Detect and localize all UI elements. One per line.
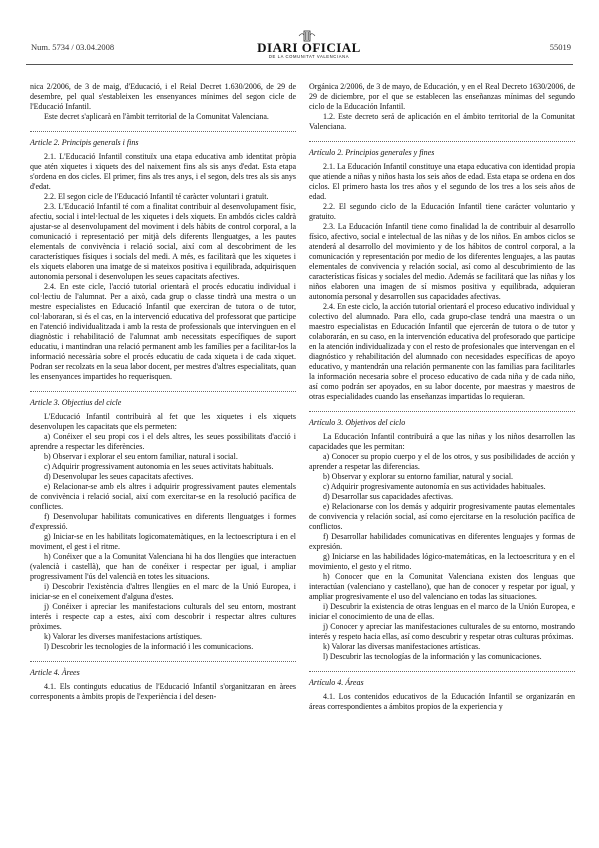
column-valencian — [30, 82, 296, 702]
objective-item: h) Conéixer que a la Comunitat Valenciana hi ha dos llengües que interactuen (valencià i castellà), que han de conéixer i respectar per igual, i ampliar progressivament l'ús del valencià en totes les situacions. — [30, 552, 296, 581]
objective-item: d) Desarrollar sus capacidades afectivas. — [323, 492, 453, 501]
intro-paragraph: Orgánica 2/2006, de 3 de mayo, de Educación, y en el Real Decreto 1630/2006, de 29 de diciembre, por el que se establecen las enseñanzas mínimas del segundo ciclo de la Educación Infantil. — [309, 82, 575, 111]
objective-item: l) Descobrir les tecnologies de la informació i les comunicacions. — [44, 642, 254, 651]
gazette-title: DIARI OFICIAL — [257, 40, 361, 55]
article-heading: Article 2. Principis generals i fins — [30, 131, 296, 148]
article-paragraph: 2.1. L'Educació Infantil constituïx una etapa educativa amb identitat pròpia que atén xiquetes i xiquets des del naixement fins als sis anys d'edat. Esta etapa s'ordena en dos cicles. El primer, fins als tres anys, i el segon, dels tres als sis anys d'edat. — [30, 152, 296, 191]
article-intro: La Educación Infantil contribuirá a que las niñas y los niños desarrollen las capacidades que les permitan: — [309, 432, 575, 451]
page-header — [26, 30, 573, 64]
article-paragraph: 2.2. El segundo ciclo de la Educación Infantil tiene carácter voluntario y gratuito. — [309, 202, 575, 221]
objective-item: c) Adquirir progresivamente autonomía en sus actividades habituales. — [323, 482, 546, 491]
page-number: 55019 — [549, 42, 571, 52]
article-paragraph: 4.1. Els continguts educatius de l'Educació Infantil s'organitzaran en àrees corresponents a àmbits propis de l'experiència i del desen- — [30, 682, 296, 701]
article-paragraph: 4.1. Los contenidos educativos de la Educación Infantil se organizarán en áreas correspondientes a ámbitos propios de la experiencia y — [309, 692, 575, 711]
objective-item: c) Adquirir progressivament autonomia en les seues activitats habituals. — [44, 462, 274, 471]
article-heading: Article 3. Objectius del cicle — [30, 391, 296, 408]
objective-item: f) Desenvolupar habilitats comunicatives en diferents llenguatges i formes d'expressió. — [30, 512, 296, 531]
article-paragraph: 2.4. En este ciclo, la acción tutorial orientará el proceso educativo individual y colectivo del alumnado. Para ello, cada grupo-clase tendrá una maestra o un maestro especialistas en Educación Infantil que ejercerán de tutora o de tutor y colaborarán, en su caso, en la intervención educativa del profesorado que participe en la atención individualizada y con el resto de profesionales que intervengan en el diagnóstico y rehabilitación del alumnado con necesidades específicas de apoyo educativo, y mantendrán una relación permanente con las familias para facilitarles la información necesaria sobre el proceso educativo de cada niña y de cada niño, así como podrán ser apoyados, en su labor docente, por maestras y maestros de otras especialidades cuando las enseñanzas impartidas lo requieran. — [309, 302, 575, 401]
objective-item: i) Descobrir l'existència d'altres llengües en el marc de la Unió Europea, i iniciar-se en el coneixement d'alguna d'estes. — [30, 582, 296, 601]
intro-paragraph: Este decret s'aplicarà en l'àmbit territorial de la Comunitat Valenciana. — [44, 112, 269, 121]
article-paragraph: 2.3. L'Educació Infantil té com a finalitat contribuir al desenvolupament físic, afectiu, social i intel·lectual de les xiquetes i dels xiquets. En ambdós cicles caldrà ajustar-se al desenvolupament del moviment i dels hàbits de control corporal, a la comunicació i representació per mitjà dels diferents llenguatges, a les pautes elementals de convivència i relació social, així com al descobriment de les característiques físiques i socials del medi. A més, es facilitarà que les xiquetes i els xiquets elaboren una imatge de si mateixos positiva i equilibrada, adquirisquen autonomia personal i desenvolupen les seues capacitats afectives. — [30, 202, 296, 281]
article-paragraph: 2.3. La Educación Infantil tiene como finalidad la de contribuir al desarrollo físico, afectivo, social e intelectual de las niñas y de los niños. En ambos ciclos se atenderá al desarrollo del movimiento y de los hábitos de control corporal, a la comunicación y representación por medio de los diferentes lenguajes, a las pautas elementales de convivencia y relación social, así como al descubrimiento de las características físicas y sociales del medio. Además se facilitará que las niñas y los niños elaboren una imagen de sí mismos positiva y equilibrada, adquieran autonomía personal y desarrollen sus capacidades afectivas. — [309, 222, 575, 301]
intro-paragraph: 1.2. Este decreto será de aplicación en el ámbito territorial de la Comunitat Valenciana. — [309, 112, 575, 131]
objective-item: l) Descubrir las tecnologías de la información y las comunicaciones. — [323, 652, 542, 661]
objective-item: i) Descubrir la existencia de otras lenguas en el marco de la Unión Europea, e iniciar el conocimiento de una de ellas. — [309, 602, 575, 621]
article-heading: Artículo 4. Áreas — [309, 671, 575, 688]
objective-item: e) Relacionarse con los demás y adquirir progresivamente pautas elementales de convivencia y relación social, así como ejercitarse en la resolución pacífica de conflictos. — [309, 502, 575, 531]
intro-paragraph: nica 2/2006, de 3 de maig, d'Educació, i el Reial Decret 1.630/2006, de 29 de desembre, pel qual s'estableixen les ensenyances mínimes del segon cicle de l'Educació Infantil. — [30, 82, 296, 111]
article-heading: Artículo 2. Principios generales y fines — [309, 141, 575, 158]
objective-item: a) Conocer su propio cuerpo y el de los otros, y sus posibilidades de acción y aprender a respetar las diferencias. — [309, 452, 575, 471]
objective-item: d) Desenvolupar les seues capacitats afectives. — [44, 472, 194, 481]
article-paragraph: 2.1. La Educación Infantil constituye una etapa educativa con identidad propia que atiende a niñas y niños hasta los seis años de edad. Esta etapa se ordena en dos ciclos. El primero hasta los tres años y el segundo de los tres a los seis años de edad. — [309, 162, 575, 201]
objective-item: k) Valorar las diversas manifestaciones artísticas. — [323, 642, 481, 651]
article-paragraph: 2.2. El segon cicle de l'Educació Infantil té caràcter voluntari i gratuït. — [44, 192, 269, 201]
objective-item: a) Conéixer el seu propi cos i el dels altres, les seues possibilitats d'acció i aprendre a respectar les diferències. — [30, 432, 296, 451]
gazette-subtitle: DE LA COMUNITAT VALENCIANA — [268, 54, 350, 59]
header-divider — [26, 64, 573, 65]
objective-item: h) Conocer que en la Comunitat Valenciana existen dos lenguas que interactúan (valenciano y castellano), que han de conocer y respetar por igual, y ampliar progresivamente el uso del valenciano en todas las situaciones. — [309, 572, 575, 601]
objective-item: g) Iniciar-se en les habilitats logicomatemàtiques, en la lectoescriptura i en el moviment, el gest i el ritme. — [30, 532, 296, 551]
objective-item: j) Conocer y apreciar las manifestaciones culturales de su entorno, mostrando interés y respeto hacia ellas, así como descubrir y respetar otras culturas próximas. — [309, 622, 575, 641]
article-heading: Article 4. Àrees — [30, 661, 296, 678]
article-intro: L'Educació Infantil contribuirà al fet que les xiquetes i els xiquets desenvolupen les capacitats que els permeten: — [30, 412, 296, 431]
objective-item: b) Observar y explorar su entorno familiar, natural y social. — [323, 472, 514, 481]
objective-item: j) Conéixer i apreciar les manifestacions culturals del seu entorn, mostrant interés i respecte cap a estes, així com descobrir i respectar altres cultures pròximes. — [30, 602, 296, 631]
issue-number: Num. 5734 / 03.04.2008 — [31, 42, 115, 52]
objective-item: k) Valorar les diverses manifestacions artístiques. — [44, 632, 203, 641]
objective-item: f) Desarrollar habilidades comunicativas en diferentes lenguajes y formas de expresión. — [309, 532, 575, 551]
article-paragraph: 2.4. En este cicle, l'acció tutorial orientarà el procés educatiu individual i col·lectiu de l'alumnat. Per a això, cada grup o classe tindrà una mestra o un mestre especialistes en Educació Infantil que exerciran de tutora o de tutor, col·laboraran, si és el cas, en la intervenció educativa del professorat que participe en l'atenció individualitzada i amb la resta de professionals que intervinguen en el diagnòstic i rehabilitació de l'alumnat amb necessitats específiques de suport educatiu, i mantindran una relació permanent amb les famílies per a facilitar-los la informació necessària sobre el procés educatiu de cada xiqueta i de cada xiquet. Podran ser recolzats en la seua labor docent, per mestres d'altres especialitats, quan les ensenyances impartides ho requerisquen. — [30, 282, 296, 381]
column-spanish — [309, 82, 575, 712]
objective-item: b) Observar i explorar el seu entorn familiar, natural i social. — [44, 452, 238, 461]
objective-item: e) Relacionar-se amb els altres i adquirir progressivament pautes elementals de convivència i relació social, així com exercitar-se en la resolució pacífica de conflictes. — [30, 482, 296, 511]
objective-item: g) Iniciarse en las habilidades lógico-matemáticas, en la lectoescritura y en el movimiento, el gesto y el ritmo. — [309, 552, 575, 571]
article-heading: Artículo 3. Objetivos del ciclo — [309, 411, 575, 428]
gazette-logo — [244, 30, 374, 60]
